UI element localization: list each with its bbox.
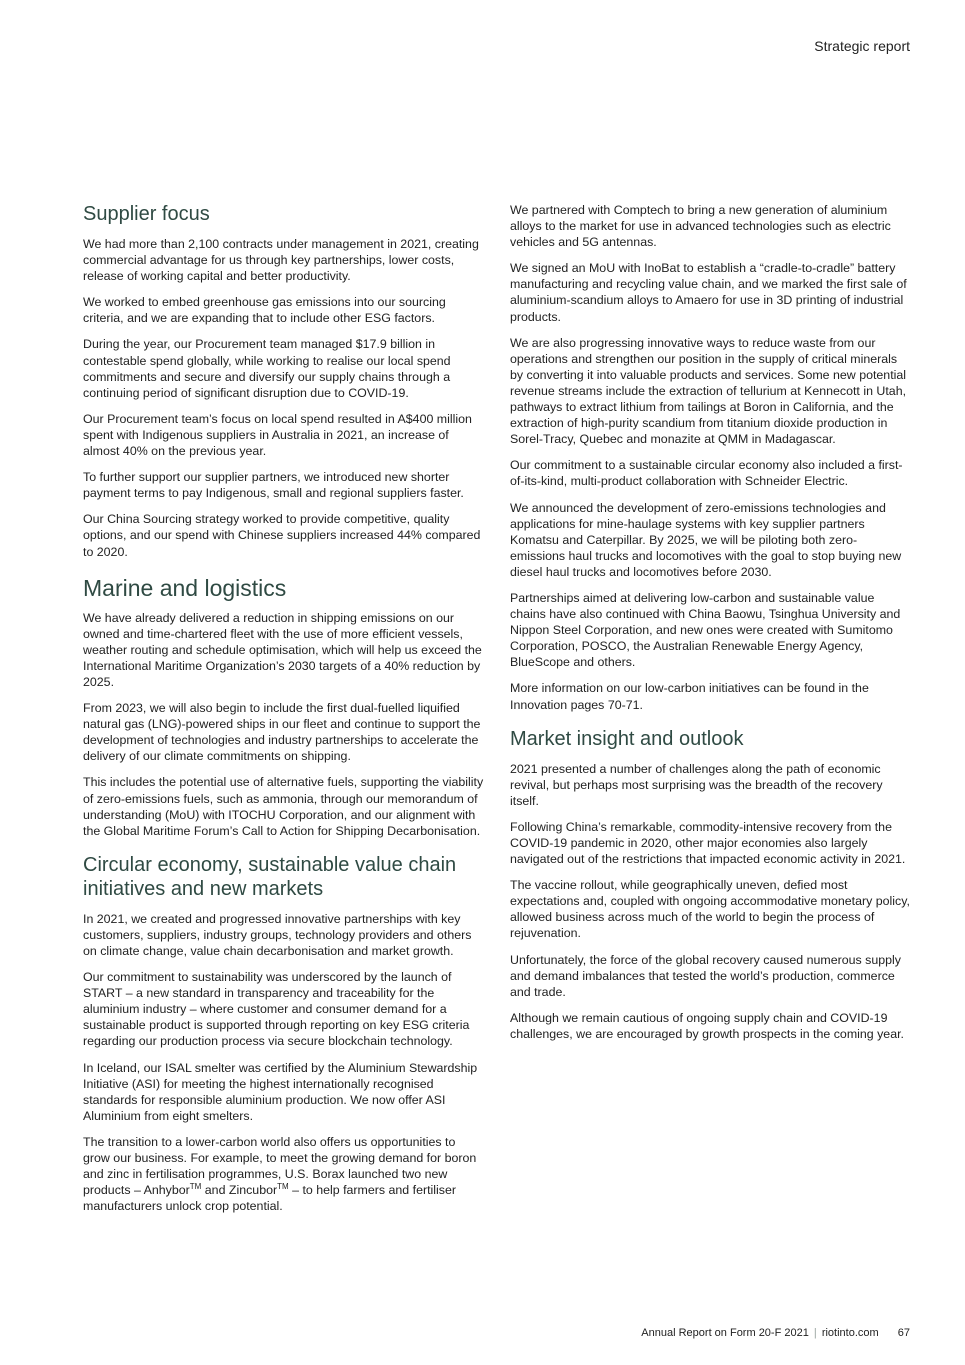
paragraph: We had more than 2,100 contracts under management in 2021, creating commercial advantage for us through key partnerships, lower costs, release of working capital and better productivity. [83,237,479,284]
supplier-focus-section [83,202,484,560]
paragraph: Although we remain cautious of ongoing supply chain and COVID-19 challenges, we are encouraged by growth prospects in the coming year. [510,1010,904,1041]
partnerships-section [510,202,911,713]
footer-separator: | [813,1327,817,1339]
marine-logistics-section [83,574,484,839]
paragraph: Following China’s remarkable, commodity-intensive recovery from the COVID-19 pandemic in 2020, other major economies also largely navigated out of the restrictions that impacted economic activity in 2021. [510,819,906,867]
paragraph: In 2021, we created and progressed innovative partnerships with key customers, suppliers, industry groups, technology providers and others on climate change, value chain decarbonisation and market growth. [83,911,472,958]
market-insight-heading: Market insight and outlook [510,727,744,750]
page-number: 67 [897,1327,910,1339]
paragraph: Our Procurement team’s focus on local spend resulted in A$400 million spent with Indigenous suppliers in Australia in 2021, an increase of almost 40% on the previous year. [83,411,472,459]
circular-economy-section [83,853,484,1215]
circular-economy-heading: Circular economy, sustainable value chain initiatives and new markets [83,853,457,900]
paragraph: We worked to embed greenhouse gas emissions into our sourcing criteria, and we are expanding that to include other ESG factors. [83,295,446,326]
report-name: Annual Report on Form 20-F 2021 [641,1327,809,1339]
paragraph: In Iceland, our ISAL smelter was certified by the Aluminium Stewardship Initiative (ASI) for meeting the highest internationally recognised standards for responsible aluminium production. We now offer ASI Aluminium from eight smelters. [83,1060,478,1123]
section-label: Strategic report [814,38,910,54]
paragraph: Our commitment to sustainability was underscored by the launch of START – a new standard in transparency and traceability for the aluminium industry – where customer and consumer demand for a sustainable product is supported through reporting on key ESG criteria regarding our production process via secure blockchain technology. [83,970,470,1049]
paragraph: Unfortunately, the force of the global recovery caused numerous supply and demand imbalances that tested the world’s production, commerce and trade. [510,952,901,999]
paragraph: To further support our supplier partners, we introduced new shorter payment terms to pay Indigenous, small and regional suppliers faster. [83,470,464,501]
paragraph: We announced the development of zero-emissions technologies and applications for mine-haulage systems with key supplier partners Komatsu and Caterpillar. By 2025, we will be piloting both zero-emissions haul trucks and locomotives with the goal to stop buying new diesel haul trucks and locomotives before 2030. [510,500,902,579]
paragraph-text: The transition to a lower-carbon world also offers us opportunities to grow our business. For example, to meet the growing demand for boron and zinc in fertilisation programmes, U.S. Borax launched two new products – Anhybor [83,1134,477,1198]
paragraph: More information on our low-carbon initiatives can be found in the Innovation pages 70-71. [510,681,869,712]
paragraph: Partnerships aimed at delivering low-carbon and sustainable value chains have also continued with China Baowu, Tsinghua University and Nippon Steel Corporation, and new ones were created with Sumitomo Corporation, POSCO, the Australian Renewable Energy Agency, BlueScope and others. [510,590,901,670]
paragraph: This includes the potential use of alternative fuels, supporting the viability of zero-emissions fuels, such as ammonia, through our memorandum of understanding (MoU) with ITOCHU Corporation, and our alignment with the Global Maritime Forum’s Call to Action for Shipping Decarbonisation. [83,775,484,838]
marine-logistics-heading: Marine and logistics [83,574,287,601]
paragraph: We are also progressing innovative ways to reduce waste from our operations and strengthen our position in the supply of critical minerals by converting it into valuable products and services. Some new potential revenue streams include the extraction of tellurium at Kennecott in Utah, pathways to extract lithium from tailings at Boron in California, and the extraction of high-purity scandium from titanium dioxide production in Sorel-Tracy, Quebec and monazite at QMM in Madagascar. [510,335,907,447]
paragraph-text: – to help farmers and fertiliser manufacturers unlock crop potential. [83,1183,457,1214]
paragraph: We signed an MoU with InoBat to establish a “cradle-to-cradle” battery manufacturing and recycling value chain, and we marked the first sale of aluminium-scandium alloys to Amaero for use in 3D printing of industrial products. [510,261,907,324]
borax-paragraph [83,1134,484,1214]
website-link[interactable]: riotinto.com [821,1327,879,1339]
paragraph: 2021 presented a number of challenges along the path of economic revival, but perhaps most surprising was the breadth of the recovery itself. [510,761,883,808]
market-insight-section [510,727,911,1042]
paragraph: The vaccine rollout, while geographically uneven, defied most expectations and, coupled with ongoing accommodative monetary policy, allowed business across much of the world to begin the process of rejuvenation. [510,878,910,941]
paragraph-text: and Zincubor [201,1183,278,1198]
left-column [83,202,484,1224]
paragraph: We have already delivered a reduction in shipping emissions on our owned and time-chartered fleet with the use of more efficient vessels, weather routing and schedule optimisation, which will help us exceed the International Maritime Organization’s 2030 targets of a 40% reduction by 2025. [83,610,482,689]
paragraph: We partnered with Comptech to bring a new generation of aluminium alloys to the market for use in advanced technologies such as electric vehicles and 5G antennas. [510,203,891,250]
paragraph: Our China Sourcing strategy worked to provide competitive, quality options, and our spend with Chinese suppliers increased 44% compared to 2020. [83,512,481,559]
trademark-mark: TM [189,1182,202,1192]
paragraph: From 2023, we will also begin to include the first dual-fuelled liquified natural gas (LNG)-powered ships in our fleet and continue to support the development of technologies and industry partnerships to accelerate the delivery of our climate commitments on shipping. [83,701,481,764]
trademark-mark: TM [277,1182,289,1192]
paragraph: During the year, our Procurement team managed $17.9 billion in contestable spend globally, while working to realise our local spend commitments and secure and diversify our supply chains through a continuing period of significant disruption due to COVID-19. [83,337,451,400]
paragraph: Our commitment to a sustainable circular economy also included a first-of-its-kind, multi-product collaboration with Schneider Electric. [510,458,903,489]
page-footer [641,1327,910,1339]
supplier-focus-heading: Supplier focus [83,203,210,225]
right-column [510,202,911,1052]
